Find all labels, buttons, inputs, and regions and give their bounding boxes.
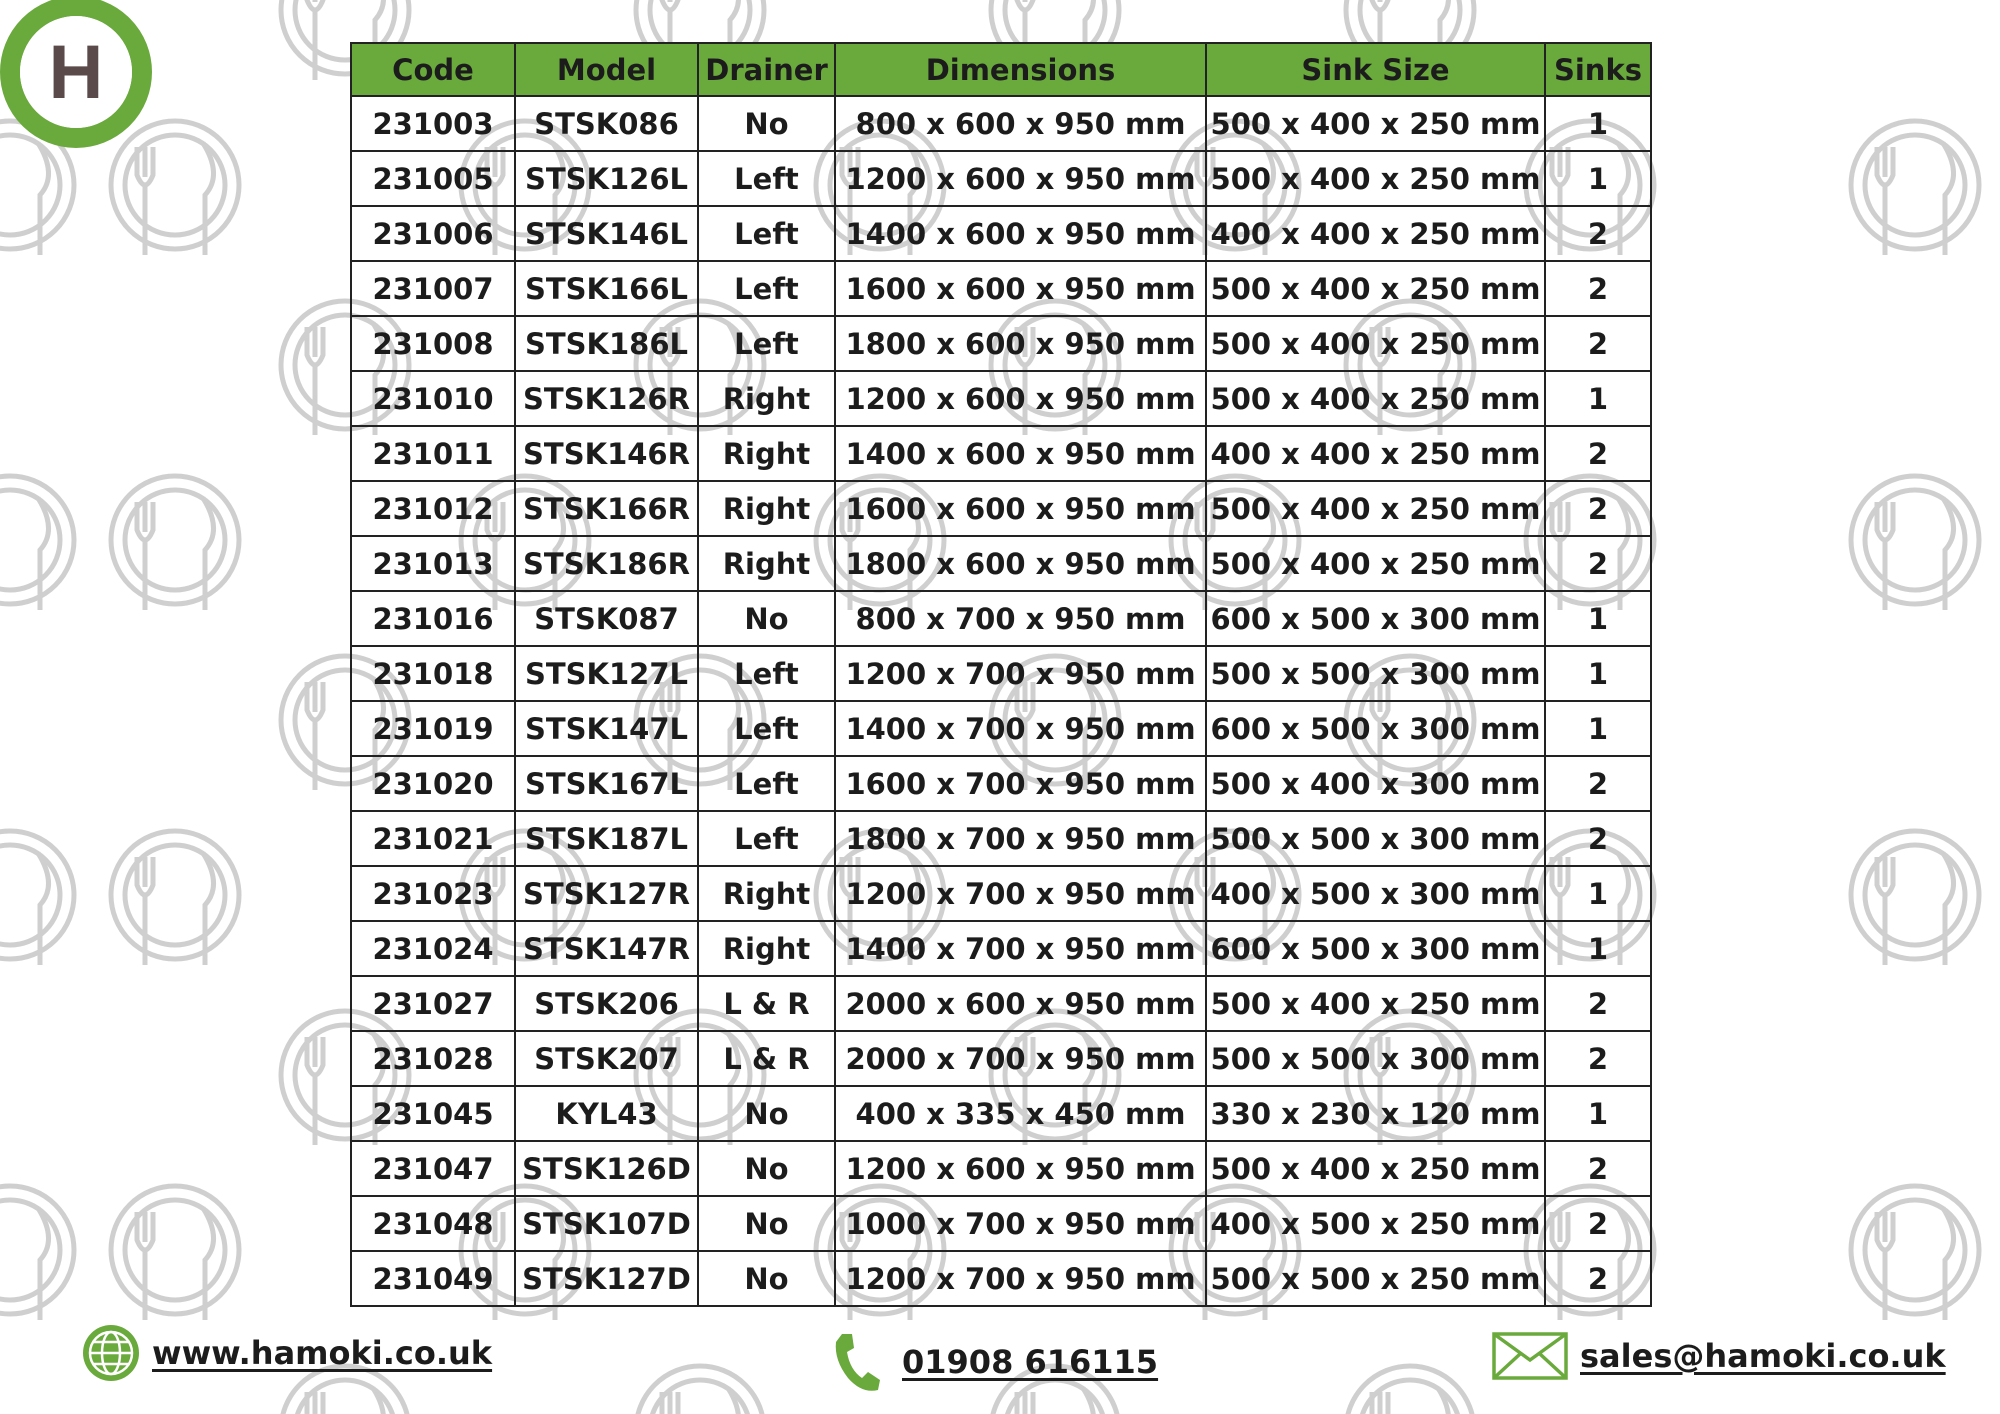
cell-sink-size: 500 x 500 x 300 mm	[1206, 811, 1545, 866]
cell-model: STSK187L	[515, 811, 698, 866]
cell-sinks: 2	[1545, 1251, 1651, 1306]
cell-sinks: 2	[1545, 536, 1651, 591]
table-row	[351, 316, 1651, 371]
cell-model: STSK127D	[515, 1251, 698, 1306]
table-row	[351, 426, 1651, 481]
cell-code: 231007	[351, 261, 515, 316]
table-row	[351, 206, 1651, 261]
cell-model: STSK207	[515, 1031, 698, 1086]
cell-code: 231010	[351, 371, 515, 426]
cell-model: STSK127R	[515, 866, 698, 921]
table-row	[351, 151, 1651, 206]
cell-model: STSK127L	[515, 646, 698, 701]
cell-sinks: 2	[1545, 206, 1651, 261]
plate-cutlery-icon	[111, 1186, 239, 1320]
cell-sink-size: 500 x 500 x 250 mm	[1206, 1251, 1545, 1306]
cell-dimensions: 1200 x 600 x 950 mm	[835, 151, 1206, 206]
cell-sinks: 1	[1545, 646, 1651, 701]
cell-sinks: 1	[1545, 591, 1651, 646]
cell-sink-size: 500 x 400 x 250 mm	[1206, 481, 1545, 536]
envelope-icon	[1492, 1332, 1568, 1380]
plate-cutlery-icon	[1346, 1366, 1474, 1414]
cell-dimensions: 2000 x 600 x 950 mm	[835, 976, 1206, 1031]
cell-dimensions: 1400 x 700 x 950 mm	[835, 921, 1206, 976]
cell-sinks: 1	[1545, 866, 1651, 921]
cell-code: 231024	[351, 921, 515, 976]
cell-model: STSK146R	[515, 426, 698, 481]
cell-sinks: 2	[1545, 811, 1651, 866]
cell-sinks: 2	[1545, 1196, 1651, 1251]
cell-code: 231011	[351, 426, 515, 481]
phone-contact[interactable]	[832, 1330, 1158, 1394]
cell-code: 231027	[351, 976, 515, 1031]
cell-drainer: Right	[698, 426, 835, 481]
cell-sink-size: 500 x 500 x 300 mm	[1206, 1031, 1545, 1086]
cell-sinks: 2	[1545, 261, 1651, 316]
cell-code: 231013	[351, 536, 515, 591]
header-sinks: Sinks	[1545, 43, 1651, 96]
cell-sinks: 1	[1545, 921, 1651, 976]
cell-sink-size: 600 x 500 x 300 mm	[1206, 921, 1545, 976]
cell-code: 231005	[351, 151, 515, 206]
table-row	[351, 976, 1651, 1031]
plate-cutlery-icon	[1851, 476, 1979, 610]
email-link[interactable]: sales@hamoki.co.uk	[1580, 1337, 1946, 1375]
cell-dimensions: 1800 x 600 x 950 mm	[835, 316, 1206, 371]
cell-dimensions: 1400 x 600 x 950 mm	[835, 206, 1206, 261]
cell-sink-size: 600 x 500 x 300 mm	[1206, 701, 1545, 756]
cell-model: STSK147L	[515, 701, 698, 756]
cell-code: 231018	[351, 646, 515, 701]
cell-dimensions: 1000 x 700 x 950 mm	[835, 1196, 1206, 1251]
plate-cutlery-icon	[1851, 121, 1979, 255]
cell-drainer: Right	[698, 866, 835, 921]
cell-model: STSK186L	[515, 316, 698, 371]
cell-dimensions: 1400 x 600 x 950 mm	[835, 426, 1206, 481]
table-row	[351, 591, 1651, 646]
plate-cutlery-icon	[1851, 831, 1979, 965]
plate-cutlery-icon	[1851, 1186, 1979, 1320]
header-model: Model	[515, 43, 698, 96]
table-row	[351, 1251, 1651, 1306]
cell-sink-size: 500 x 400 x 250 mm	[1206, 151, 1545, 206]
globe-icon	[80, 1322, 142, 1384]
plate-cutlery-icon	[0, 831, 74, 965]
cell-code: 231023	[351, 866, 515, 921]
cell-code: 231016	[351, 591, 515, 646]
cell-dimensions: 1800 x 700 x 950 mm	[835, 811, 1206, 866]
cell-drainer: No	[698, 591, 835, 646]
cell-dimensions: 1600 x 600 x 950 mm	[835, 261, 1206, 316]
cell-sink-size: 500 x 400 x 250 mm	[1206, 1141, 1545, 1196]
cell-drainer: No	[698, 96, 835, 151]
cell-dimensions: 400 x 335 x 450 mm	[835, 1086, 1206, 1141]
cell-drainer: No	[698, 1196, 835, 1251]
website-link[interactable]: www.hamoki.co.uk	[152, 1334, 493, 1372]
cell-sinks: 1	[1545, 1086, 1651, 1141]
cell-sinks: 2	[1545, 756, 1651, 811]
cell-sink-size: 330 x 230 x 120 mm	[1206, 1086, 1545, 1141]
cell-sinks: 1	[1545, 701, 1651, 756]
cell-dimensions: 1800 x 600 x 950 mm	[835, 536, 1206, 591]
cell-drainer: Left	[698, 811, 835, 866]
cell-drainer: L & R	[698, 1031, 835, 1086]
table-row	[351, 1196, 1651, 1251]
table-row	[351, 371, 1651, 426]
cell-drainer: Left	[698, 756, 835, 811]
cell-drainer: Left	[698, 701, 835, 756]
cell-sinks: 2	[1545, 426, 1651, 481]
cell-sink-size: 500 x 400 x 250 mm	[1206, 96, 1545, 151]
cell-dimensions: 1200 x 700 x 950 mm	[835, 1251, 1206, 1306]
cell-dimensions: 800 x 600 x 950 mm	[835, 96, 1206, 151]
cell-drainer: Right	[698, 481, 835, 536]
cell-sinks: 1	[1545, 371, 1651, 426]
table-row	[351, 481, 1651, 536]
sink-spec-table	[350, 42, 1652, 1307]
cell-code: 231028	[351, 1031, 515, 1086]
table-row	[351, 1031, 1651, 1086]
cell-dimensions: 1400 x 700 x 950 mm	[835, 701, 1206, 756]
cell-sink-size: 500 x 400 x 250 mm	[1206, 261, 1545, 316]
cell-model: STSK126D	[515, 1141, 698, 1196]
cell-code: 231012	[351, 481, 515, 536]
cell-sink-size: 500 x 400 x 250 mm	[1206, 316, 1545, 371]
cell-code: 231006	[351, 206, 515, 261]
table-row	[351, 921, 1651, 976]
cell-model: KYL43	[515, 1086, 698, 1141]
logo-letter: H	[48, 30, 104, 115]
cell-dimensions: 1200 x 700 x 950 mm	[835, 646, 1206, 701]
cell-drainer: Right	[698, 371, 835, 426]
cell-drainer: No	[698, 1251, 835, 1306]
cell-sink-size: 400 x 500 x 250 mm	[1206, 1196, 1545, 1251]
table-row	[351, 866, 1651, 921]
cell-dimensions: 1200 x 600 x 950 mm	[835, 1141, 1206, 1196]
plate-cutlery-icon	[111, 476, 239, 610]
header-drainer: Drainer	[698, 43, 835, 96]
cell-sinks: 2	[1545, 481, 1651, 536]
plate-cutlery-icon	[111, 831, 239, 965]
cell-drainer: No	[698, 1141, 835, 1196]
cell-dimensions: 2000 x 700 x 950 mm	[835, 1031, 1206, 1086]
cell-code: 231019	[351, 701, 515, 756]
cell-code: 231021	[351, 811, 515, 866]
cell-model: STSK126R	[515, 371, 698, 426]
plate-cutlery-icon	[636, 1366, 764, 1414]
cell-model: STSK146L	[515, 206, 698, 261]
cell-code: 231047	[351, 1141, 515, 1196]
cell-dimensions: 1600 x 700 x 950 mm	[835, 756, 1206, 811]
website-contact[interactable]	[80, 1322, 492, 1384]
cell-model: STSK147R	[515, 921, 698, 976]
table-row	[351, 756, 1651, 811]
cell-drainer: L & R	[698, 976, 835, 1031]
cell-code: 231048	[351, 1196, 515, 1251]
hamoki-logo	[0, 0, 152, 148]
table-row	[351, 1141, 1651, 1196]
header-dimensions: Dimensions	[835, 43, 1206, 96]
cell-sinks: 1	[1545, 151, 1651, 206]
cell-code: 231020	[351, 756, 515, 811]
plate-cutlery-icon	[0, 1186, 74, 1320]
cell-model: STSK167L	[515, 756, 698, 811]
table-row	[351, 536, 1651, 591]
cell-drainer: Right	[698, 536, 835, 591]
cell-drainer: Left	[698, 151, 835, 206]
cell-drainer: Left	[698, 206, 835, 261]
cell-model: STSK166L	[515, 261, 698, 316]
cell-code: 231045	[351, 1086, 515, 1141]
table-row	[351, 811, 1651, 866]
cell-model: STSK186R	[515, 536, 698, 591]
cell-sink-size: 500 x 400 x 300 mm	[1206, 756, 1545, 811]
cell-sinks: 2	[1545, 316, 1651, 371]
cell-drainer: Left	[698, 261, 835, 316]
phone-icon	[832, 1330, 882, 1394]
header-code: Code	[351, 43, 515, 96]
cell-dimensions: 1600 x 600 x 950 mm	[835, 481, 1206, 536]
plate-cutlery-icon	[0, 476, 74, 610]
cell-code: 231008	[351, 316, 515, 371]
cell-sinks: 2	[1545, 976, 1651, 1031]
table-row	[351, 646, 1651, 701]
header-sink-size: Sink Size	[1206, 43, 1545, 96]
cell-drainer: Left	[698, 646, 835, 701]
cell-drainer: Left	[698, 316, 835, 371]
cell-dimensions: 1200 x 700 x 950 mm	[835, 866, 1206, 921]
cell-drainer: Right	[698, 921, 835, 976]
cell-model: STSK086	[515, 96, 698, 151]
cell-dimensions: 800 x 700 x 950 mm	[835, 591, 1206, 646]
cell-sinks: 1	[1545, 96, 1651, 151]
cell-code: 231049	[351, 1251, 515, 1306]
cell-model: STSK206	[515, 976, 698, 1031]
cell-sink-size: 400 x 400 x 250 mm	[1206, 206, 1545, 261]
cell-sink-size: 500 x 400 x 250 mm	[1206, 536, 1545, 591]
cell-sinks: 2	[1545, 1031, 1651, 1086]
table-row	[351, 1086, 1651, 1141]
table-row	[351, 261, 1651, 316]
cell-drainer: No	[698, 1086, 835, 1141]
cell-model: STSK126L	[515, 151, 698, 206]
cell-sink-size: 400 x 400 x 250 mm	[1206, 426, 1545, 481]
phone-number[interactable]: 01908 616115	[902, 1343, 1159, 1381]
cell-sink-size: 500 x 400 x 250 mm	[1206, 371, 1545, 426]
cell-model: STSK166R	[515, 481, 698, 536]
cell-model: STSK107D	[515, 1196, 698, 1251]
cell-sink-size: 500 x 400 x 250 mm	[1206, 976, 1545, 1031]
cell-sink-size: 600 x 500 x 300 mm	[1206, 591, 1545, 646]
table-row	[351, 701, 1651, 756]
table-row	[351, 96, 1651, 151]
cell-code: 231003	[351, 96, 515, 151]
cell-sink-size: 500 x 500 x 300 mm	[1206, 646, 1545, 701]
email-contact[interactable]	[1492, 1332, 1946, 1380]
table-header-row	[351, 43, 1651, 96]
cell-dimensions: 1200 x 600 x 950 mm	[835, 371, 1206, 426]
cell-sinks: 2	[1545, 1141, 1651, 1196]
cell-model: STSK087	[515, 591, 698, 646]
cell-sink-size: 400 x 500 x 300 mm	[1206, 866, 1545, 921]
